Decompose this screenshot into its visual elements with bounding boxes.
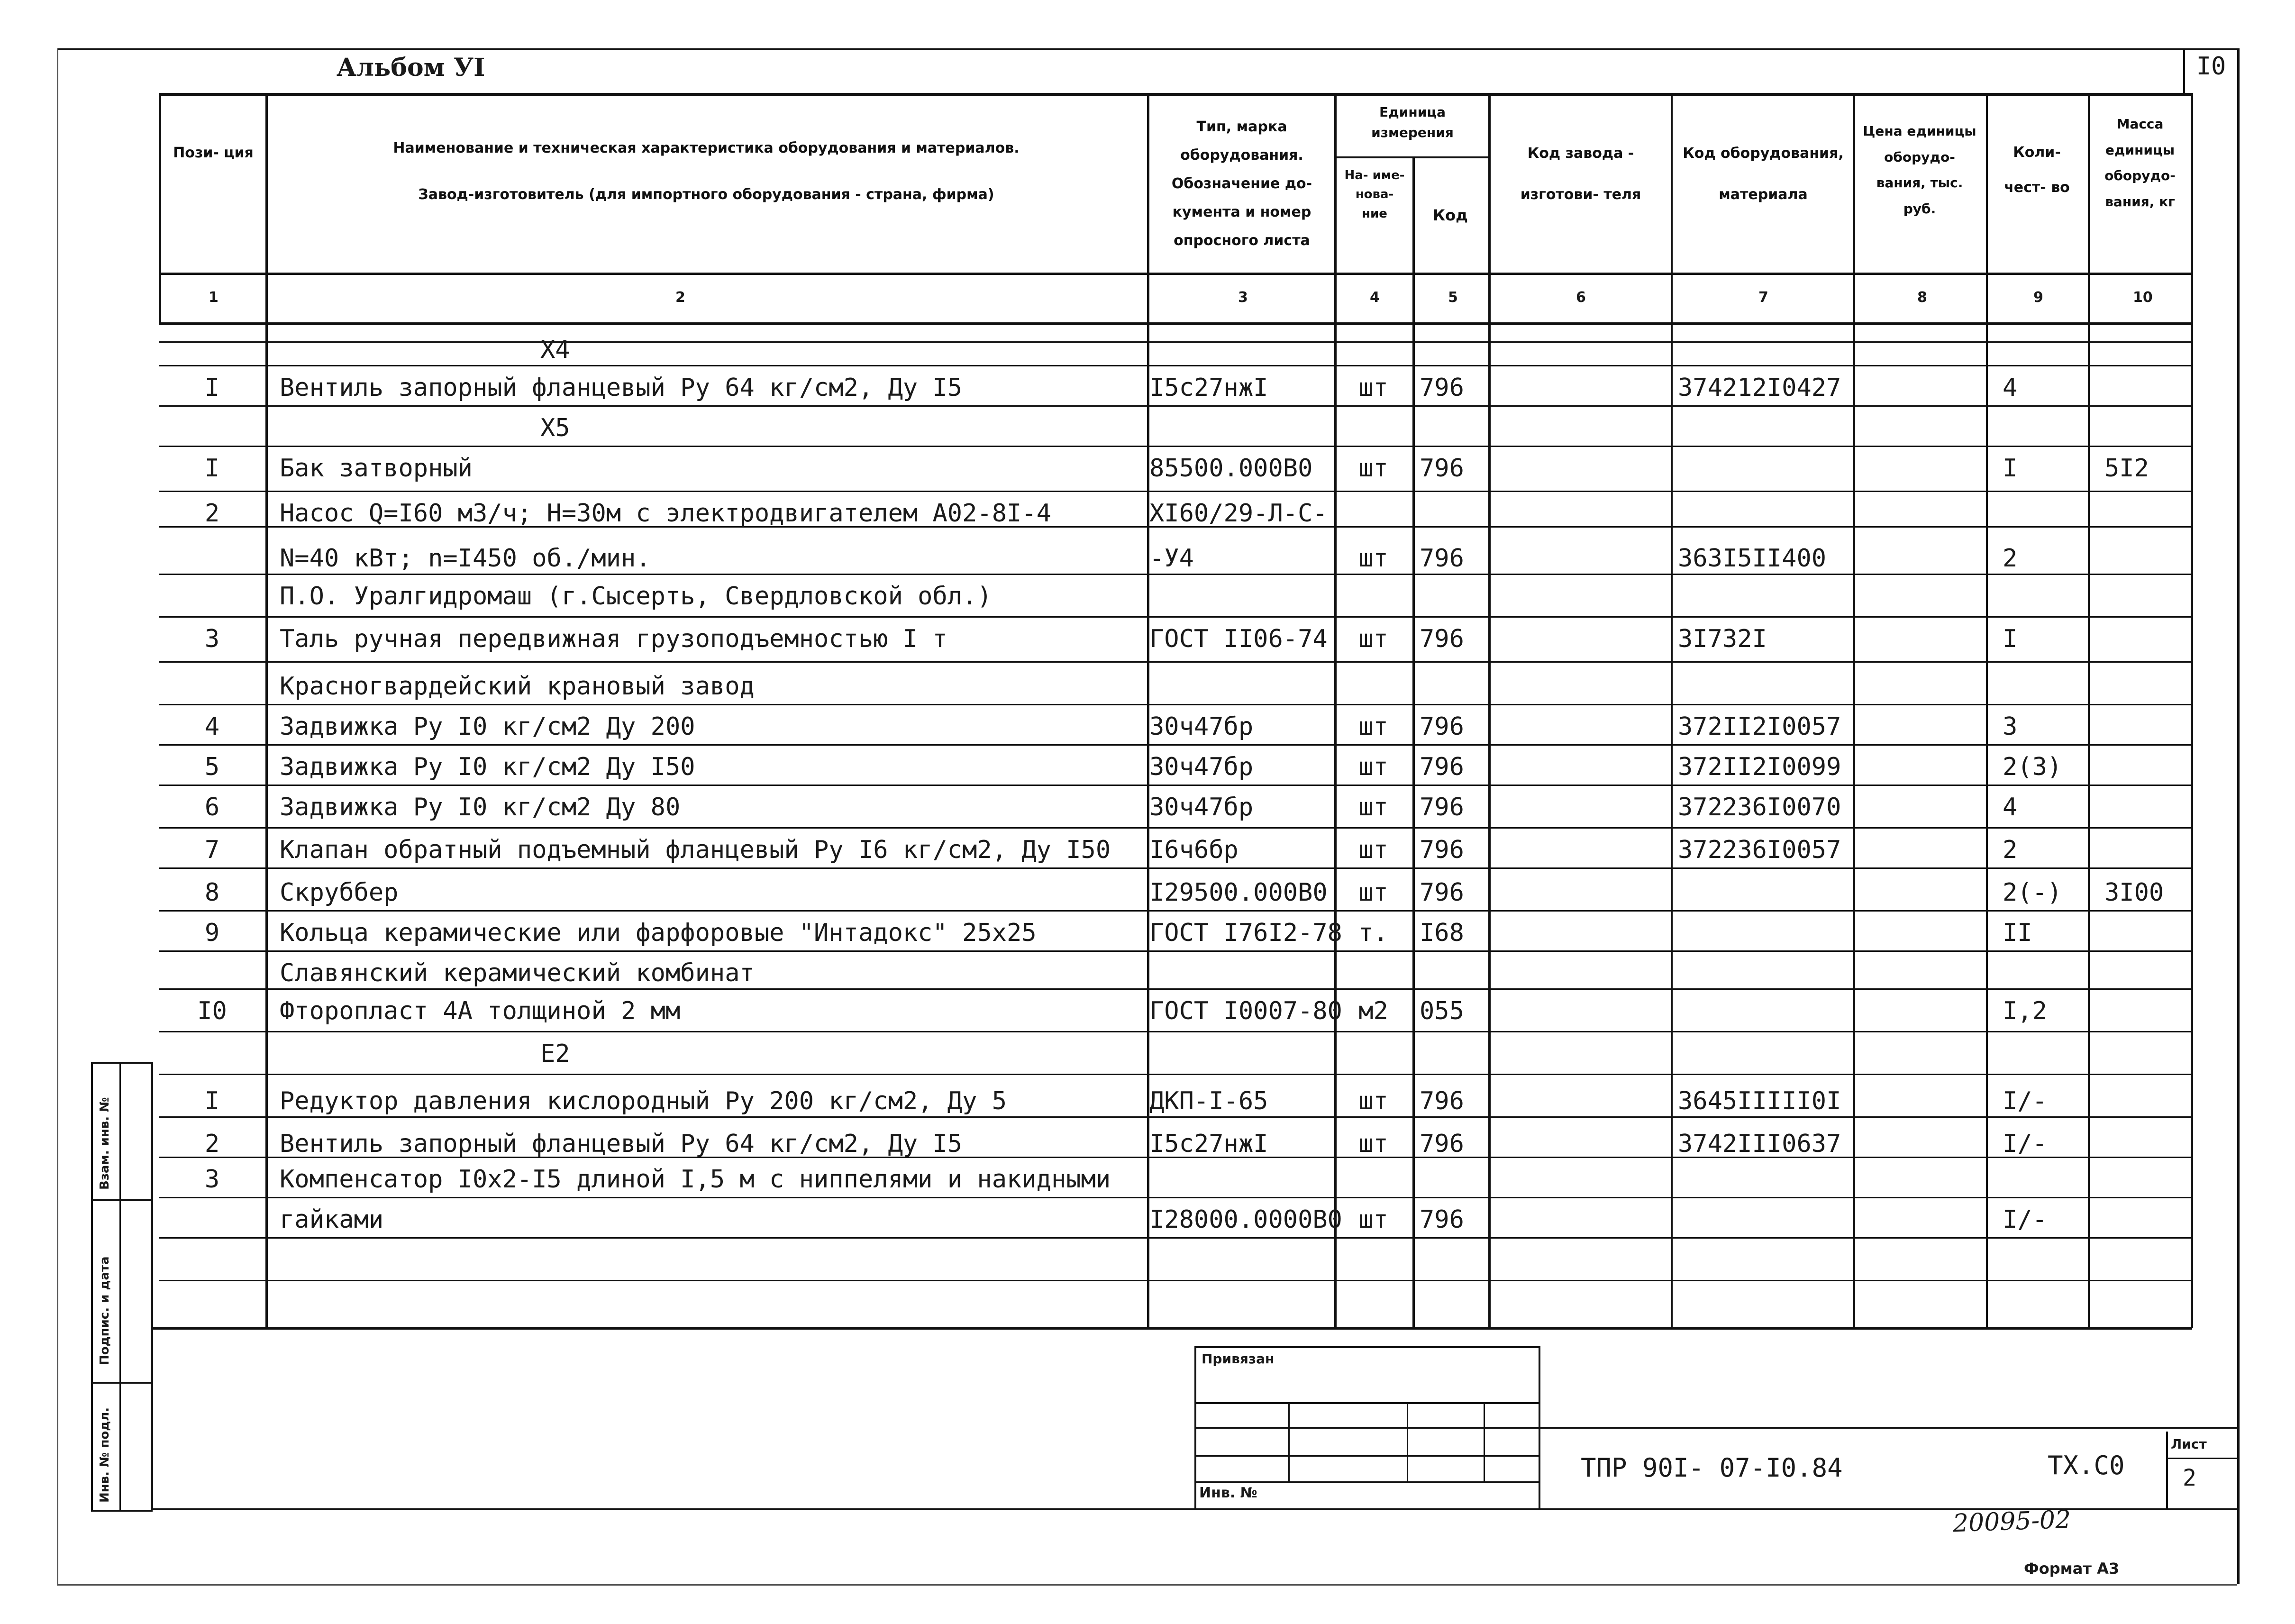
stamp-left bbox=[91, 1062, 93, 1510]
row-unit: шт bbox=[1358, 753, 1388, 781]
col-line-5 bbox=[1488, 93, 1491, 1328]
col-line-7 bbox=[1853, 93, 1855, 1328]
col-line-1 bbox=[265, 93, 268, 1328]
row-divider bbox=[159, 405, 2192, 407]
row-equipment-code: 3I732I bbox=[1678, 625, 1767, 653]
row-name: Кольца керамические или фарфоровые "Интадокс" 25х25 bbox=[280, 919, 1037, 947]
title-row-4 bbox=[1194, 1481, 1540, 1483]
header-bottom bbox=[159, 273, 2192, 275]
row-name: Славянский керамический комбинат bbox=[280, 959, 755, 987]
row-name: X5 bbox=[540, 414, 570, 442]
row-equipment-code: 374212I0427 bbox=[1678, 374, 1841, 402]
title-row-2 bbox=[1194, 1427, 2237, 1429]
row-position: I0 bbox=[197, 997, 227, 1025]
row-quantity: I/- bbox=[2003, 1087, 2047, 1115]
colnum-bottom bbox=[159, 322, 2192, 325]
row-name: Задвижка Ру I0 кг/см2 Ду 200 bbox=[280, 712, 695, 741]
row-position: 8 bbox=[204, 878, 220, 907]
row-quantity: I/- bbox=[2003, 1205, 2047, 1234]
row-equipment-code: 372236I0057 bbox=[1678, 836, 1841, 864]
stamp-inv-label: Инв. № подл. bbox=[98, 1407, 112, 1503]
row-unit: шт bbox=[1358, 836, 1388, 864]
col-head-unit-name: На- име- нова- ние bbox=[1344, 168, 1405, 221]
stamp-mid bbox=[119, 1062, 121, 1510]
row-unit-code: 796 bbox=[1420, 753, 1464, 781]
stamp-right bbox=[151, 1062, 153, 1510]
col-num-10: 10 bbox=[2133, 289, 2153, 306]
privyazan-label: Привязан bbox=[1202, 1351, 1275, 1367]
row-type: ГОСТ I0007-80 bbox=[1149, 997, 1342, 1025]
row-type: 30ч47бр bbox=[1149, 712, 1254, 741]
row-position: I bbox=[204, 374, 220, 402]
title-col-1 bbox=[1288, 1402, 1290, 1483]
handwritten-number: 20095-02 bbox=[1952, 1505, 2072, 1538]
row-quantity: I bbox=[2003, 625, 2018, 653]
row-quantity: 2(3) bbox=[2003, 753, 2062, 781]
row-type: -У4 bbox=[1149, 544, 1194, 573]
row-name: П.О. Уралгидромаш (г.Сысерть, Свердловской обл.) bbox=[280, 582, 992, 611]
row-position: 5 bbox=[204, 753, 220, 781]
row-unit: шт bbox=[1358, 454, 1388, 483]
row-type: I29500.000В0 bbox=[1149, 878, 1328, 907]
row-divider bbox=[159, 1280, 2192, 1281]
row-name: Вентиль запорный фланцевый Ру 64 кг/см2, Ду I5 bbox=[280, 1130, 963, 1158]
row-divider bbox=[159, 744, 2192, 746]
row-position: 3 bbox=[204, 625, 220, 653]
row-quantity: 3 bbox=[2003, 712, 2018, 741]
row-divider bbox=[159, 1074, 2192, 1075]
row-unit: шт bbox=[1358, 793, 1388, 821]
top-border bbox=[57, 48, 2237, 50]
row-divider bbox=[159, 616, 2192, 618]
row-name: Скруббер bbox=[280, 878, 399, 907]
row-divider bbox=[159, 910, 2192, 912]
row-unit: шт bbox=[1358, 544, 1388, 573]
title-col-2 bbox=[1407, 1402, 1408, 1483]
row-quantity: 2 bbox=[2003, 544, 2018, 573]
row-unit: шт bbox=[1358, 712, 1388, 741]
col-line-0 bbox=[159, 93, 161, 325]
row-unit: шт bbox=[1358, 625, 1388, 653]
row-position: 2 bbox=[204, 1130, 220, 1158]
document-code: ТПР 90I- 07-I0.84 bbox=[1581, 1453, 1843, 1483]
col-num-9: 9 bbox=[2033, 289, 2043, 306]
row-unit-code: 796 bbox=[1420, 1205, 1464, 1234]
row-name: Компенсатор I0х2-I5 длиной I,5 м с ниппелями и накидными bbox=[280, 1165, 1111, 1194]
row-position: 4 bbox=[204, 712, 220, 741]
title-row-3 bbox=[1194, 1455, 1540, 1457]
row-position: 7 bbox=[204, 836, 220, 864]
list-label: Лист bbox=[2171, 1436, 2207, 1452]
row-mass: 3I00 bbox=[2104, 878, 2164, 907]
row-equipment-code: 3645IIIII0I bbox=[1678, 1087, 1841, 1115]
row-divider bbox=[159, 365, 2192, 366]
col-head-type: Тип, марка оборудования. Обозначение до- кумента и номер опросного листа bbox=[1171, 119, 1312, 249]
col-num-5: 5 bbox=[1448, 289, 1458, 306]
album-title: Альбом УI bbox=[337, 53, 485, 82]
row-unit: шт bbox=[1358, 1130, 1388, 1158]
row-unit-code: I68 bbox=[1420, 919, 1464, 947]
row-position: I bbox=[204, 454, 220, 483]
row-divider bbox=[159, 1031, 2192, 1032]
row-type: ГОСТ II06-74 bbox=[1149, 625, 1328, 653]
col-num-3: 3 bbox=[1238, 289, 1248, 306]
row-type: ДКП-I-65 bbox=[1149, 1087, 1268, 1115]
row-unit-code: 796 bbox=[1420, 544, 1464, 573]
row-unit-code: 796 bbox=[1420, 878, 1464, 907]
col-line-9 bbox=[2088, 93, 2090, 1328]
table-top bbox=[159, 93, 2192, 96]
row-type: XI60/29-Л-С- bbox=[1149, 499, 1328, 528]
col-line-8 bbox=[1986, 93, 1988, 1328]
title-row-1 bbox=[1194, 1402, 1540, 1404]
table-bottom bbox=[152, 1327, 2192, 1330]
row-position: 3 bbox=[204, 1165, 220, 1194]
row-divider bbox=[159, 704, 2192, 705]
row-divider bbox=[159, 661, 2192, 663]
row-divider bbox=[159, 1237, 2192, 1239]
row-quantity: 4 bbox=[2003, 374, 2018, 402]
row-unit-code: 796 bbox=[1420, 1130, 1464, 1158]
row-name: Насос Q=I60 м3/ч; Н=30м с электродвигателем А02-8I-4 bbox=[280, 499, 1051, 528]
row-unit: шт bbox=[1358, 1087, 1388, 1115]
row-equipment-code: 363I5II400 bbox=[1678, 544, 1827, 573]
row-name: Задвижка Ру I0 кг/см2 Ду 80 bbox=[280, 793, 681, 821]
row-divider bbox=[159, 1116, 2192, 1118]
row-equipment-code: 3742III0637 bbox=[1678, 1130, 1841, 1158]
row-name: Красногвардейский крановый завод bbox=[280, 672, 755, 701]
col-head-equip-code: Код оборудования, материала bbox=[1683, 145, 1844, 203]
col-head-pos: Пози- ция bbox=[173, 145, 254, 161]
unit-group-line bbox=[1334, 156, 1488, 158]
left-border bbox=[57, 48, 58, 1584]
title-col-3 bbox=[1484, 1402, 1485, 1483]
row-position: I bbox=[204, 1087, 220, 1115]
col-num-7: 7 bbox=[1758, 289, 1768, 306]
row-divider bbox=[159, 446, 2192, 447]
row-unit-code: 796 bbox=[1420, 1087, 1464, 1115]
row-unit: шт bbox=[1358, 374, 1388, 402]
stamp-top bbox=[91, 1062, 153, 1064]
row-type: 30ч47бр bbox=[1149, 793, 1254, 821]
row-equipment-code: 372236I0070 bbox=[1678, 793, 1841, 821]
row-quantity: I,2 bbox=[2003, 997, 2047, 1025]
col-num-8: 8 bbox=[1917, 289, 1927, 306]
list-box-left bbox=[2166, 1432, 2168, 1510]
row-type: 85500.000В0 bbox=[1149, 454, 1313, 483]
row-unit: шт bbox=[1358, 1205, 1388, 1234]
row-unit: т. bbox=[1358, 919, 1388, 947]
row-unit-code: 796 bbox=[1420, 836, 1464, 864]
row-equipment-code: 372II2I0099 bbox=[1678, 753, 1841, 781]
row-divider bbox=[159, 1197, 2192, 1198]
row-unit-code: 796 bbox=[1420, 712, 1464, 741]
row-type: I28000.0000В0 bbox=[1149, 1205, 1342, 1234]
row-unit-code: 796 bbox=[1420, 454, 1464, 483]
col-head-qty: Коли- чест- во bbox=[2004, 144, 2070, 196]
row-unit-code: 796 bbox=[1420, 625, 1464, 653]
row-quantity: 2(-) bbox=[2003, 878, 2062, 907]
sheet-box-left bbox=[2183, 48, 2185, 96]
row-type: I6ч6бр bbox=[1149, 836, 1239, 864]
col-head-unit-group: Единица измерения bbox=[1371, 104, 1454, 141]
row-name: Редуктор давления кислородный Ру 200 кг/см2, Ду 5 bbox=[280, 1087, 1007, 1115]
document-mark: ТХ.С0 bbox=[2048, 1451, 2125, 1480]
row-quantity: II bbox=[2003, 919, 2032, 947]
row-name: X4 bbox=[540, 336, 570, 364]
row-name: Задвижка Ру I0 кг/см2 Ду I50 bbox=[280, 753, 695, 781]
row-divider bbox=[159, 950, 2192, 952]
stamp-bottom bbox=[91, 1510, 153, 1512]
row-divider bbox=[159, 827, 2192, 829]
col-num-1: 1 bbox=[209, 289, 219, 306]
row-unit: м2 bbox=[1358, 997, 1388, 1025]
row-divider bbox=[159, 988, 2192, 990]
row-name: Фторопласт 4А толщиной 2 мм bbox=[280, 997, 681, 1025]
row-unit-code: 796 bbox=[1420, 374, 1464, 402]
row-name: гайками bbox=[280, 1205, 384, 1234]
col-line-10 bbox=[2191, 93, 2193, 1328]
row-name: Клапан обратный подъемный фланцевый Ру I6 кг/см2, Ду I50 bbox=[280, 836, 1111, 864]
row-position: 6 bbox=[204, 793, 220, 821]
col-num-2: 2 bbox=[675, 289, 685, 306]
row-equipment-code: 372II2I0057 bbox=[1678, 712, 1841, 741]
row-quantity: 2 bbox=[2003, 836, 2018, 864]
row-type: I5с27нжI bbox=[1149, 374, 1268, 402]
stamp-vzam-label: Взам. инв. № bbox=[98, 1097, 112, 1190]
col-line-4 bbox=[1412, 156, 1415, 1328]
format-label: Формат А3 bbox=[2024, 1560, 2120, 1578]
col-head-mass: Масса единицы оборудо- вания, кг bbox=[2104, 116, 2176, 210]
stamp-sep-2 bbox=[91, 1382, 153, 1384]
row-name: Бак затворный bbox=[280, 454, 473, 483]
col-head-unit-code: Код bbox=[1433, 206, 1468, 224]
col-num-6: 6 bbox=[1576, 289, 1586, 306]
row-quantity: 4 bbox=[2003, 793, 2018, 821]
row-name: Е2 bbox=[540, 1040, 570, 1068]
row-divider bbox=[159, 341, 2192, 343]
row-mass: 5I2 bbox=[2104, 454, 2149, 483]
row-divider bbox=[159, 867, 2192, 869]
row-name: N=40 кВт; n=I450 об./мин. bbox=[280, 544, 651, 573]
right-border bbox=[2237, 48, 2240, 1584]
row-divider bbox=[159, 785, 2192, 786]
row-unit: шт bbox=[1358, 878, 1388, 907]
row-divider bbox=[159, 574, 2192, 575]
row-unit-code: 055 bbox=[1420, 997, 1464, 1025]
col-line-6 bbox=[1671, 93, 1673, 1328]
col-head-price: Цена единицы оборудо- вания, тыс. руб. bbox=[1863, 123, 1976, 217]
row-position: 9 bbox=[204, 919, 220, 947]
col-head-name-line2: Завод-изготовитель (для импортного оборудования - страна, фирма) bbox=[418, 186, 994, 203]
row-type: ГОСТ I76I2-78 bbox=[1149, 919, 1342, 947]
row-type: 30ч47бр bbox=[1149, 753, 1254, 781]
list-number: 2 bbox=[2183, 1465, 2196, 1491]
sheet-number: I0 bbox=[2196, 52, 2226, 81]
stamp-sep-1 bbox=[91, 1199, 153, 1201]
list-box-sep bbox=[2166, 1458, 2237, 1459]
bottom-border bbox=[57, 1584, 2237, 1586]
row-divider bbox=[159, 491, 2192, 492]
col-head-name-line1: Наименование и техническая характеристика оборудования и материалов. bbox=[393, 140, 1020, 156]
row-name: Вентиль запорный фланцевый Ру 64 кг/см2, Ду I5 bbox=[280, 374, 963, 402]
row-quantity: I/- bbox=[2003, 1130, 2047, 1158]
row-position: 2 bbox=[204, 499, 220, 528]
row-quantity: I bbox=[2003, 454, 2018, 483]
col-num-4: 4 bbox=[1370, 289, 1380, 306]
row-name: Таль ручная передвижная грузоподъемностью I т bbox=[280, 625, 947, 653]
stamp-podpis-label: Подпис. и дата bbox=[98, 1256, 112, 1365]
col-head-factory-code: Код завода - изготови- теля bbox=[1520, 145, 1641, 203]
row-type: I5с27нжI bbox=[1149, 1130, 1268, 1158]
row-unit-code: 796 bbox=[1420, 793, 1464, 821]
inv-no-label: Инв. № bbox=[1199, 1485, 1257, 1501]
title-top bbox=[1194, 1346, 1540, 1348]
